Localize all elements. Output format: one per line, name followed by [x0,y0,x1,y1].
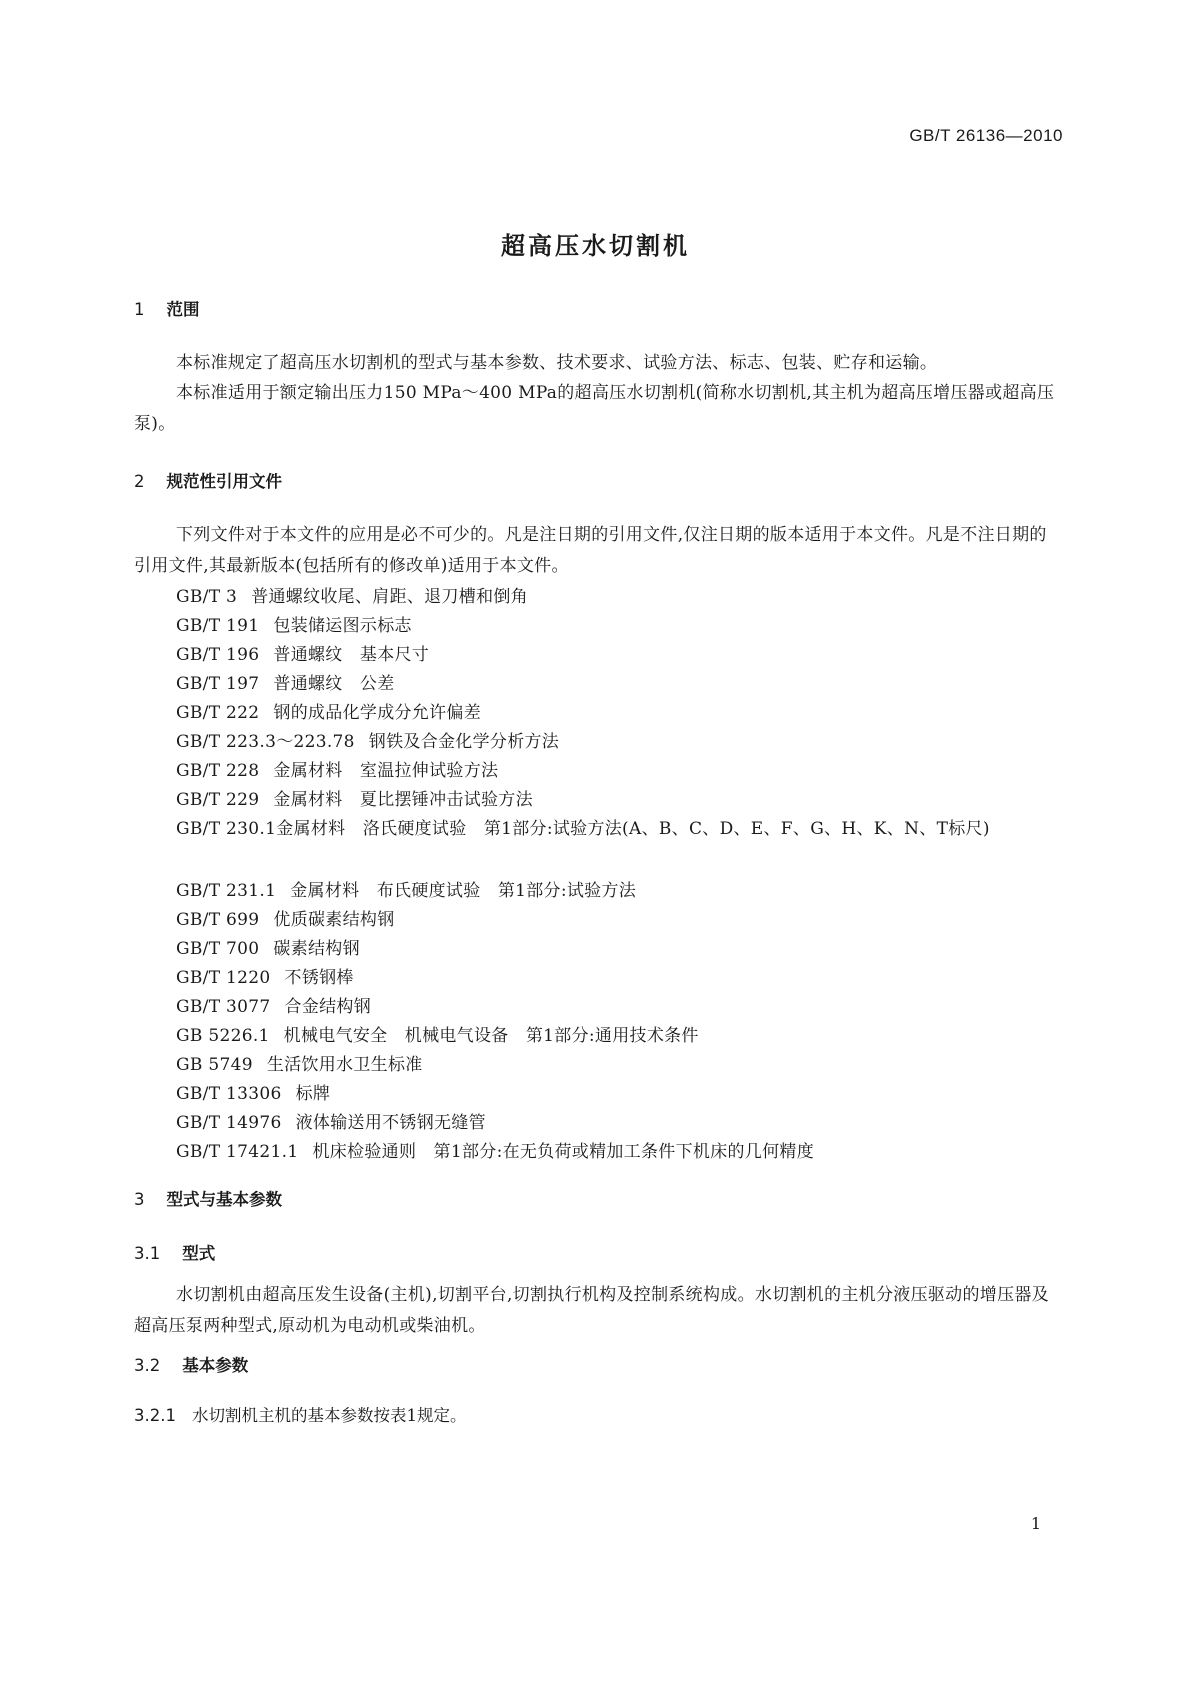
reference-code: GB/T 13306 [176,1084,282,1104]
reference-code: GB/T 14976 [176,1113,282,1133]
reference-item [176,876,636,901]
reference-code: GB/T 700 [176,939,260,959]
reference-title: 机床检验通则 第1部分:在无负荷或精加工条件下机床的几何精度 [312,1142,814,1162]
reference-code: GB/T 196 [176,645,260,665]
reference-item [176,640,429,665]
reference-code: GB/T 229 [176,790,260,810]
reference-title: 包装储运图示标志 [273,616,412,636]
reference-title: 普通螺纹收尾、肩距、退刀槽和倒角 [251,587,528,607]
reference-title: 金属材料 夏比摆锤冲击试验方法 [273,790,533,810]
reference-item [176,1050,423,1075]
reference-title: 普通螺纹 基本尺寸 [273,645,430,665]
reference-item [176,1079,330,1104]
paragraph-references-intro: 下列文件对于本文件的应用是必不可少的。凡是注日期的引用文件,仅注日期的版本适用于本文件。凡是不注日期的引用文件,其最新版本(包括所有的修改单)适用于本文件。 [134,525,1047,576]
section-1-heading [134,296,200,320]
clause-text: 水切割机主机的基本参数按表1规定。 [191,1406,467,1425]
reference-item [176,611,412,636]
reference-title: 碳素结构钢 [273,939,360,959]
reference-title: 液体输送用不锈钢无缝管 [295,1113,486,1133]
reference-item [176,669,395,694]
reference-code: GB 5226.1 [176,1026,270,1046]
reference-code: GB/T 230.1 [176,819,277,839]
reference-title: 普通螺纹 公差 [273,674,395,694]
reference-title: 机械电气安全 机械电气设备 第1部分:通用技术条件 [283,1026,699,1046]
reference-item [176,1108,486,1133]
reference-item [176,582,528,607]
reference-item [176,1021,699,1046]
standard-number: GB/T 26136—2010 [909,126,1063,145]
section-3-heading [134,1186,282,1210]
reference-item [176,963,354,988]
document-title: 超高压水切割机 [501,232,690,260]
paragraph-scope-1: 本标准规定了超高压水切割机的型式与基本参数、技术要求、试验方法、标志、包装、贮存和运输。 [176,353,938,373]
section-2-heading [134,468,282,492]
section-title: 型式 [182,1244,216,1263]
reference-code: GB/T 197 [176,674,260,694]
reference-code: GB/T 1220 [176,968,271,988]
paragraph-scope-2: 本标准适用于额定输出压力150 MPa～400 MPa的超高压水切割机(简称水切割机,其主机为超高压增压器或超高压泵)。 [134,383,1055,434]
reference-code: GB/T 3 [176,587,238,607]
reference-title: 钢铁及合金化学分析方法 [368,732,560,752]
section-title: 范围 [166,300,200,319]
reference-title: 合金结构钢 [284,997,372,1017]
reference-code: GB/T 17421.1 [176,1142,299,1162]
section-number: 3.2 [134,1356,161,1375]
reference-title: 优质碳素结构钢 [273,910,395,930]
section-title: 基本参数 [182,1356,249,1375]
clause-3-2-1 [134,1402,466,1426]
reference-title: 钢的成品化学成分允许偏差 [273,703,481,723]
section-title: 规范性引用文件 [166,472,282,491]
reference-item [176,1137,814,1162]
reference-title: 金属材料 洛氏硬度试验 第1部分:试验方法(A、B、C、D、E、F、G、H、K、N、T标尺) [276,819,990,839]
reference-item [176,992,371,1017]
reference-code: GB/T 231.1 [176,881,277,901]
clause-number: 3.2.1 [134,1406,176,1425]
reference-item [176,785,533,810]
reference-item [176,756,498,781]
reference-code: GB 5749 [176,1055,253,1075]
section-3-1-heading [134,1240,215,1264]
reference-code: GB/T 191 [176,616,260,636]
paragraph-type: 水切割机由超高压发生设备(主机),切割平台,切割执行机构及控制系统构成。水切割机的主机分液压驱动的增压器及超高压泵两种型式,原动机为电动机或柴油机。 [134,1285,1049,1336]
page-number: 1 [1030,1514,1041,1533]
section-3-2-heading [134,1352,248,1376]
reference-code: GB/T 222 [176,703,260,723]
reference-title: 生活饮用水卫生标准 [266,1055,423,1075]
section-title: 型式与基本参数 [166,1190,282,1209]
reference-title: 不锈钢棒 [284,968,354,988]
reference-item [176,727,559,752]
reference-code: GB/T 699 [176,910,260,930]
reference-code: GB/T 223.3～223.78 [176,732,355,752]
reference-code: GB/T 228 [176,761,260,781]
reference-code: GB/T 3077 [176,997,271,1017]
section-number: 3.1 [134,1244,161,1263]
reference-title: 金属材料 布氏硬度试验 第1部分:试验方法 [290,881,637,901]
reference-item [134,814,1058,845]
reference-item [176,905,395,930]
section-number: 3 [134,1190,145,1209]
reference-item [176,698,481,723]
section-number: 1 [134,300,145,319]
reference-title: 金属材料 室温拉伸试验方法 [273,761,499,781]
section-number: 2 [134,472,145,491]
reference-title: 标牌 [295,1084,331,1104]
reference-item [176,934,360,959]
